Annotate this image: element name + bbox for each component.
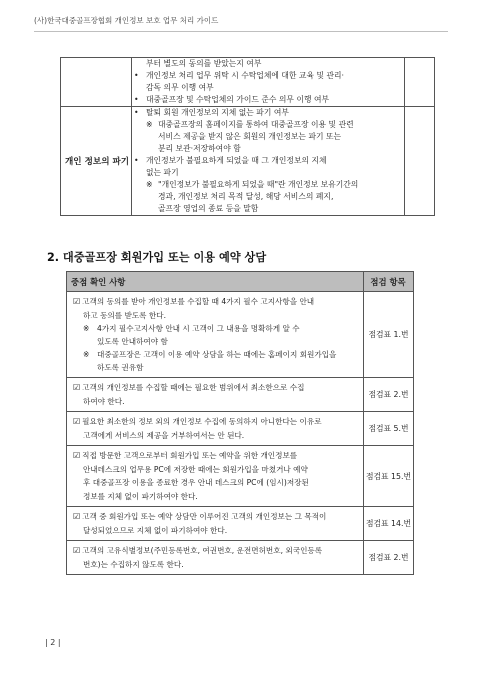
note-continuation: 골프장 영업의 종료 등을 말함 bbox=[158, 204, 259, 213]
text-continuation: 부터 별도의 동의를 받았는지 여부 bbox=[146, 59, 262, 68]
text-continuation: 고객에게 서비스의 제공을 거부하여서는 안 된다. bbox=[83, 430, 245, 440]
inspection-criteria-table bbox=[60, 57, 435, 216]
check-item bbox=[73, 381, 359, 395]
note-item: ※ 대중골프장은 고객이 이용 예약 상담을 하는 때에는 홈페이지 회원가입을 bbox=[73, 348, 359, 361]
check-item bbox=[73, 544, 359, 558]
check-item-reference: 점검표 5.번 bbox=[364, 412, 414, 446]
header-title: (사)한국대중골프장협회 개인정보 보호 업무 처리 가이드 bbox=[34, 16, 219, 25]
header-check-items: 점검 항목 bbox=[364, 272, 414, 292]
criteria-cell bbox=[132, 107, 405, 216]
checkpoint-rows bbox=[67, 292, 414, 575]
text-continuation: 하여야 한다. bbox=[83, 396, 125, 406]
header-key-points: 중점 확인 사항 bbox=[67, 272, 364, 292]
table-row bbox=[67, 292, 414, 378]
note-continuation: 서비스 제공을 받지 않은 회원의 개인정보는 파기 또는 bbox=[158, 132, 342, 141]
text-continuation: 후 대중골프장 이용을 종료한 경우 안내 데스크의 PC에 (임시)저장된 bbox=[83, 478, 309, 487]
checkbox-icon: ☑ bbox=[73, 297, 81, 306]
document-header bbox=[34, 10, 448, 32]
key-point-cell bbox=[67, 378, 364, 412]
note-continuation: 있도록 안내하여야 함 bbox=[97, 337, 168, 346]
row-label-empty bbox=[61, 58, 132, 107]
criteria-lines bbox=[132, 107, 404, 215]
check-item-text: 고객 중 회원가입 또는 예약 상담만 이루어진 고객의 개인정보는 그 목적이 bbox=[82, 512, 327, 521]
text-continuation: 정보를 지체 없이 파기하여야 한다. bbox=[83, 491, 198, 501]
note-item: ※ 대중골프장의 홈페이지를 통하여 대중골프장 이용 및 관련 bbox=[132, 119, 404, 131]
check-item-reference: 점검표 15.번 bbox=[364, 446, 414, 507]
table-header-row bbox=[67, 272, 414, 292]
checkbox-icon: ☑ bbox=[73, 383, 81, 392]
check-item-reference: 점검표 2.번 bbox=[364, 378, 414, 412]
blank-cell bbox=[405, 58, 435, 107]
text-continuation: 없는 파기 bbox=[146, 168, 179, 177]
key-point-cell bbox=[67, 541, 364, 575]
checkbox-icon: ☑ bbox=[73, 417, 81, 426]
blank-cell bbox=[405, 107, 435, 216]
checkpoint-table bbox=[66, 271, 414, 575]
check-item bbox=[73, 415, 359, 429]
table-row bbox=[67, 446, 414, 507]
check-item-reference: 점검표 2.번 bbox=[364, 541, 414, 575]
bullet-item: • 개인정보가 불필요하게 되었을 때 그 개인정보의 지체 bbox=[132, 155, 404, 167]
check-item-text: 직접 방문한 고객으로부터 회원가입 또는 예약을 위한 개인정보를 bbox=[82, 451, 298, 460]
check-item-text: 고객의 개인정보를 수집할 때에는 필요한 범위에서 최소한으로 수집 bbox=[82, 383, 305, 392]
criteria-cell bbox=[132, 58, 405, 107]
table-row bbox=[67, 378, 414, 412]
check-item bbox=[73, 510, 359, 524]
table-row bbox=[61, 58, 435, 107]
check-item-text: 필요한 최소한의 정보 외의 개인정보 수집에 동의하지 아니한다는 이유로 bbox=[82, 417, 322, 426]
page-number: | 2 | bbox=[45, 638, 61, 647]
criteria-lines bbox=[132, 58, 404, 106]
key-point-cell bbox=[67, 507, 364, 541]
table-row bbox=[67, 507, 414, 541]
note-continuation: 하도록 권유함 bbox=[97, 363, 144, 372]
key-point-cell bbox=[67, 292, 364, 378]
key-point-cell bbox=[67, 412, 364, 446]
checkbox-icon: ☑ bbox=[73, 451, 81, 460]
key-point-cell bbox=[67, 446, 364, 507]
bullet-item: • 개인정보 처리 업무 위탁 시 수탁업체에 대한 교육 및 관리· bbox=[132, 70, 404, 82]
bullet-item: • 탈퇴 회원 개인정보의 지체 없는 파기 여부 bbox=[132, 107, 404, 119]
check-item-text: 고객의 고유식별정보(주민등록번호, 여권번호, 운전면허번호, 외국인등록 bbox=[82, 546, 323, 555]
check-item-reference: 점검표 1.번 bbox=[364, 292, 414, 378]
table-row bbox=[61, 107, 435, 216]
table-row bbox=[67, 412, 414, 446]
bullet-item: • 대중골프장 및 수탁업체의 가이드 준수 의무 이행 여부 bbox=[132, 94, 404, 106]
table-row bbox=[67, 541, 414, 575]
text-continuation: 번호)는 수집하지 않도록 한다. bbox=[83, 559, 184, 569]
note-continuation: 분리 보관·저장하여야 함 bbox=[158, 144, 241, 153]
note-continuation: 경과, 개인정보 처리 목적 달성, 해당 서비스의 폐지, bbox=[158, 192, 334, 201]
note-item: ※ "개인정보가 불필요하게 되었을 때"란 개인정보 보유기간의 bbox=[132, 179, 404, 191]
check-item-text: 고객의 동의를 받아 개인정보를 수집할 때 4가지 필수 고지사항을 안내 bbox=[82, 297, 315, 306]
check-item bbox=[73, 449, 359, 463]
row-label-destruction: 개인 정보의 파기 bbox=[61, 107, 132, 216]
text-continuation: 안내데스크의 업무용 PC에 저장한 때에는 회원가입을 마쳤거나 예약 bbox=[83, 464, 308, 474]
text-continuation: 하고 동의를 받도록 한다. bbox=[83, 310, 167, 320]
check-item bbox=[73, 295, 359, 309]
text-continuation: 달성되었으므로 지체 없이 파기하여야 한다. bbox=[83, 525, 228, 535]
note-item: ※ 4가지 필수고지사항 안내 시 고객이 그 내용을 명확하게 알 수 bbox=[73, 322, 359, 335]
check-item-reference: 점검표 14.번 bbox=[364, 507, 414, 541]
section-title: 2. 대중골프장 회원가입 또는 이용 예약 상담 bbox=[47, 251, 267, 264]
checkbox-icon: ☑ bbox=[73, 512, 81, 521]
text-continuation: 감독 의무 이행 여부 bbox=[146, 83, 214, 92]
checkbox-icon: ☑ bbox=[73, 546, 81, 555]
